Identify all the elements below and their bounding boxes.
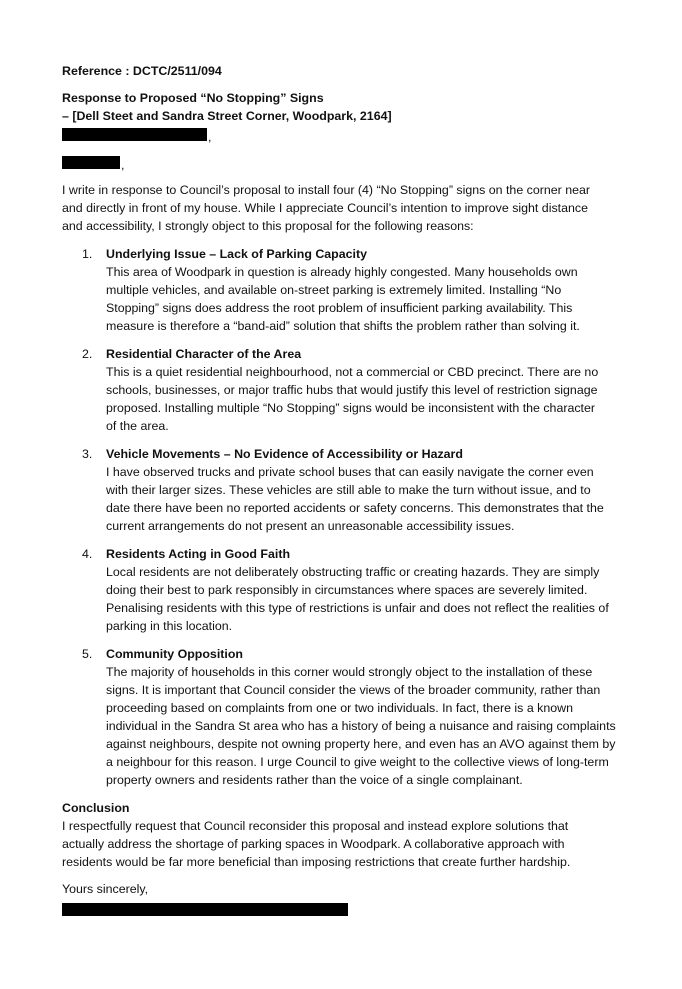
reason-body (106, 463, 631, 535)
reason-title: Residents Acting in Good Faith (106, 547, 291, 561)
reason-line: parking in this location. (106, 619, 233, 633)
reason-line: property owners and residents rather than the voice of a single complainant. (106, 773, 523, 787)
conclusion-paragraph (62, 817, 637, 871)
subject-line-1: Response to Proposed “No Stopping” Signs (62, 91, 324, 105)
subject-line-2: – [Dell Steet and Sandra Street Corner, Woodpark, 2164] (62, 109, 392, 123)
reason-title: Residential Character of the Area (106, 347, 302, 361)
reason-body (106, 663, 631, 789)
reason-title: Vehicle Movements – No Evidence of Accessibility or Hazard (106, 447, 463, 461)
reason-line: current arrangements do not present an unreasonable accessibility issues. (106, 519, 515, 533)
reason-line: I have observed trucks and private school buses that can easily navigate the corner even (106, 465, 594, 479)
intro-paragraph (62, 181, 637, 235)
reason-line: Penalising residents with this type of restrictions is unfair and does not reflect the realities of (106, 601, 609, 615)
redacted-signature (62, 903, 348, 916)
reason-line: individual in the Sandra St area who has a history of being a nuisance and raising complaints (106, 719, 616, 733)
reason-line: a neighbour for this reason. I urge Council to give weight to the collective views of long-term (106, 755, 609, 769)
redacted-salutation (62, 156, 120, 169)
conclusion-line: actually address the shortage of parking spaces in Woodpark. A collaborative approach with (62, 837, 565, 851)
reason-line: Stopping” signs does address the root problem of insufficient parking availability. This (106, 301, 573, 315)
reason-number: 5. (82, 647, 93, 661)
signoff: Yours sincerely, (62, 882, 149, 896)
intro-line: I write in response to Council’s proposal to install four (4) “No Stopping” signs on the corner near (62, 183, 591, 197)
reason-line: signs. It is important that Council consider the views of the broader community, rather than (106, 683, 601, 697)
reason-line: proceeding based on complaints from one or two individuals. In fact, there is a known (106, 701, 573, 715)
reason-line: against neighbours, despite not owning property here, and even has an AVO against them by (106, 737, 616, 751)
redacted-salutation-comma: , (121, 158, 125, 172)
reason-line: doing their best to park responsibly in circumstances where spaces are severely limited. (106, 583, 588, 597)
redacted-addressee (62, 128, 207, 141)
reason-number: 2. (82, 347, 93, 361)
reason-line: Local residents are not deliberately obstructing traffic or creating hazards. They are simply (106, 565, 600, 579)
intro-line: and accessibility, I strongly object to this proposal for the following reasons: (62, 219, 474, 233)
reason-body (106, 563, 631, 635)
reason-line: proposed. Installing multiple “No Stopping” signs would be inconsistent with the character (106, 401, 596, 415)
reason-number: 3. (82, 447, 93, 461)
reason-line: This area of Woodpark in question is already highly congested. Many households own (106, 265, 578, 279)
reason-line: schools, businesses, or major traffic hubs that would justify this level of restriction signage (106, 383, 598, 397)
intro-line: and directly in front of my house. While I appreciate Council’s intention to improve sight distance (62, 201, 588, 215)
reason-title: Community Opposition (106, 647, 243, 661)
reason-number: 4. (82, 547, 93, 561)
reason-line: measure is therefore a “band-aid” solution that shifts the problem rather than solving it. (106, 319, 580, 333)
reason-body (106, 263, 631, 335)
reason-line: date there have been no reported accidents or safety concerns. This demonstrates that the (106, 501, 604, 515)
conclusion-heading: Conclusion (62, 801, 130, 815)
redacted-addressee-comma: , (208, 130, 212, 144)
reason-line: of the area. (106, 419, 169, 433)
reason-title: Underlying Issue – Lack of Parking Capacity (106, 247, 367, 261)
reason-body (106, 363, 631, 435)
reason-line: multiple vehicles, and available on-street parking is extremely limited. Installing “No (106, 283, 562, 297)
reason-line: with their larger sizes. These vehicles are still able to make the turn without issue, and to (106, 483, 591, 497)
reference-line: Reference : DCTC/2511/094 (62, 64, 222, 78)
conclusion-line: residents would be far more beneficial than imposing restrictions that create further hardship. (62, 855, 571, 869)
reason-line: The majority of households in this corner would strongly object to the installation of these (106, 665, 593, 679)
reason-number: 1. (82, 247, 93, 261)
conclusion-line: I respectfully request that Council reconsider this proposal and instead explore solutions that (62, 819, 569, 833)
reason-line: This is a quiet residential neighbourhood, not a commercial or CBD precinct. There are no (106, 365, 599, 379)
